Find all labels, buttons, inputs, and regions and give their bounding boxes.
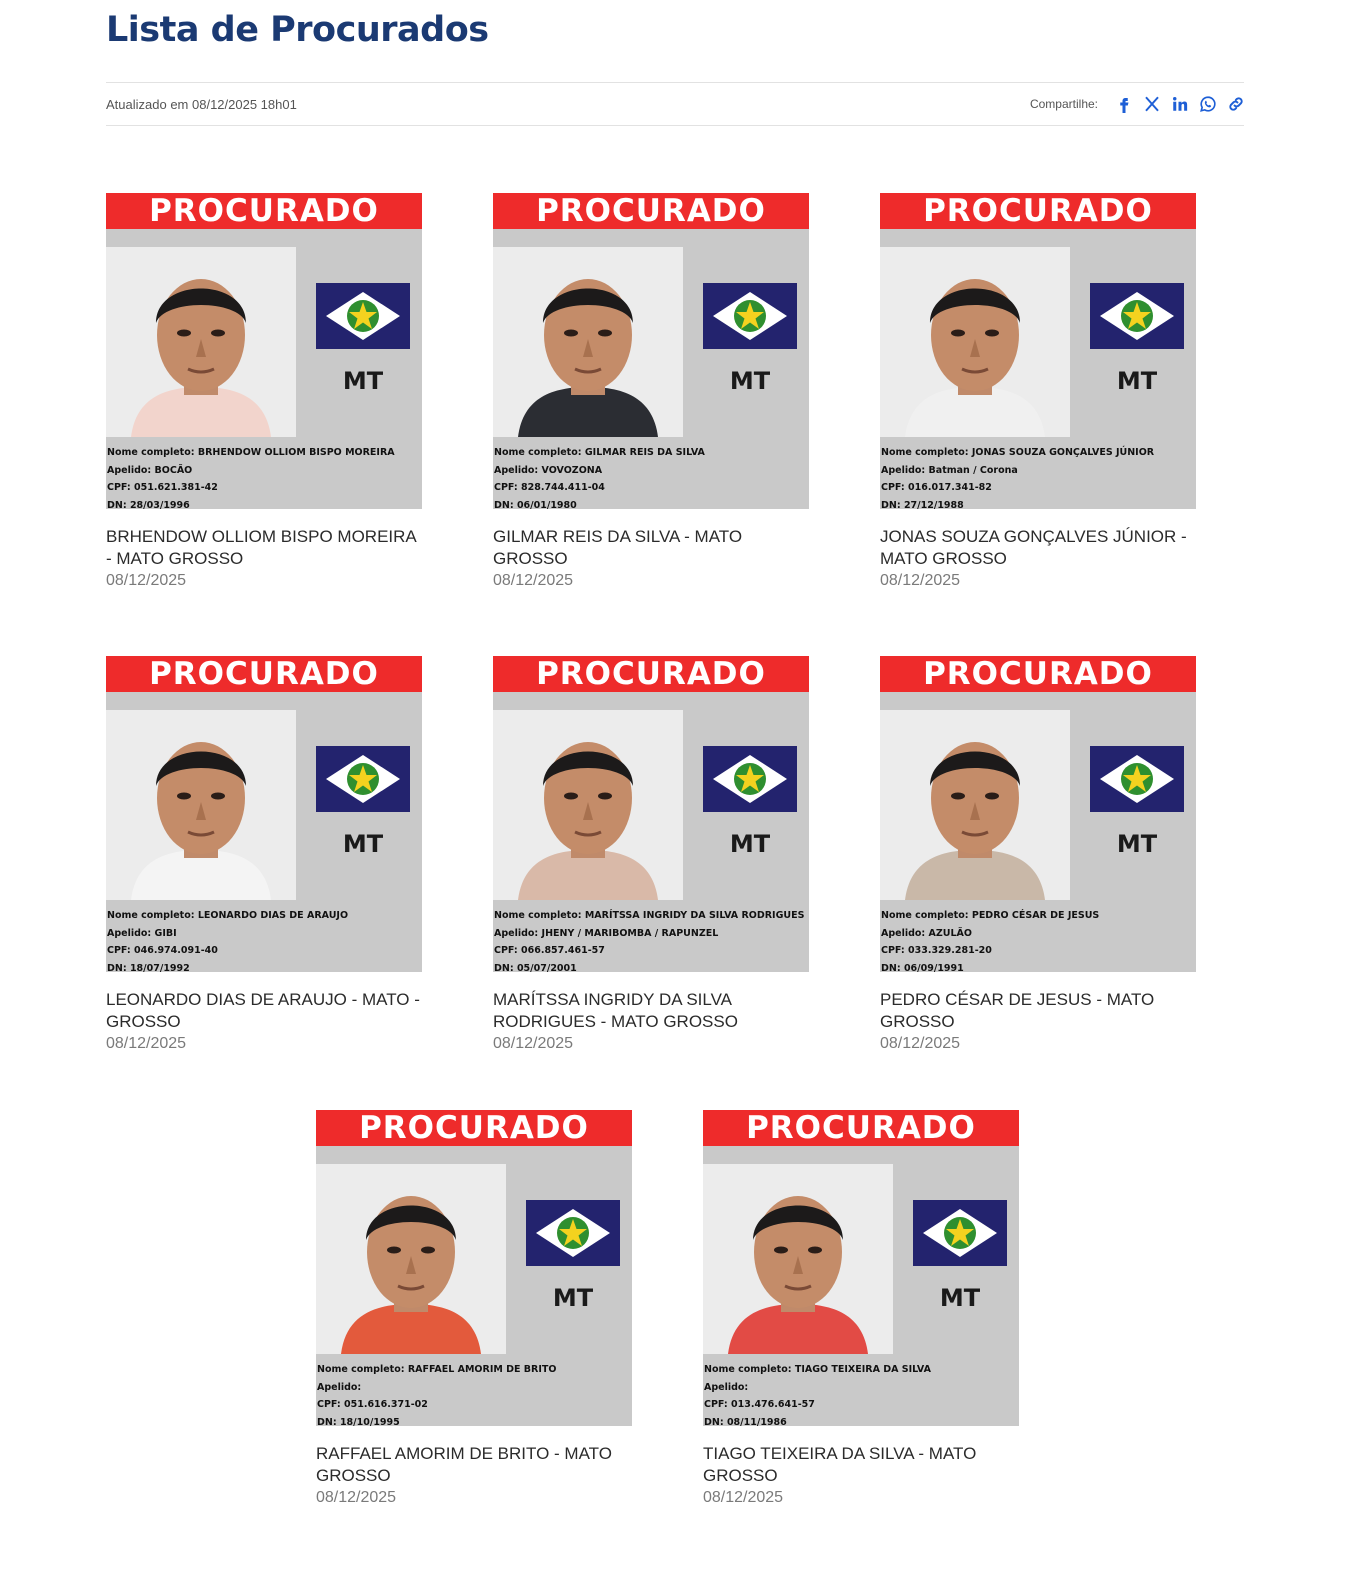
cpf-line: CPF: 051.616.371-02 <box>317 1399 428 1411</box>
wanted-card[interactable] <box>316 1110 634 1507</box>
suspect-photo <box>493 247 683 437</box>
suspect-info <box>494 444 806 514</box>
procurado-banner: PROCURADO <box>880 193 1196 229</box>
card-title-link[interactable]: BRHENDOW OLLIOM BISPO MOREIRA - MATO GROSSO <box>106 527 416 568</box>
mato-grosso-flag-icon <box>703 283 797 349</box>
cpf-line: CPF: 046.974.091-40 <box>107 945 218 957</box>
birthdate-line: DN: 18/07/1992 <box>107 962 190 974</box>
procurado-banner: PROCURADO <box>493 656 809 692</box>
card-date: 08/12/2025 <box>106 572 187 589</box>
suspect-photo <box>316 1164 506 1354</box>
card-title-link[interactable]: TIAGO TEIXEIRA DA SILVA - MATO GROSSO <box>703 1444 977 1485</box>
card-title-link[interactable]: LEONARDO DIAS DE ARAUJO - MATO - GROSSO <box>106 990 420 1031</box>
birthdate-line: DN: 06/09/1991 <box>881 962 964 974</box>
mato-grosso-flag-icon <box>526 1200 620 1266</box>
nickname-line: Apelido: JHENY / MARIBOMBA / RAPUNZEL <box>494 927 719 939</box>
wanted-poster[interactable] <box>493 656 809 972</box>
card-date: 08/12/2025 <box>316 1489 397 1506</box>
nickname-line: Apelido: BOCÃO <box>107 464 193 476</box>
nickname-line: Apelido: Batman / Corona <box>881 464 1018 476</box>
suspect-photo <box>880 710 1070 900</box>
suspect-info <box>317 1361 629 1431</box>
wanted-poster[interactable] <box>703 1110 1019 1426</box>
birthdate-line: DN: 27/12/1988 <box>881 499 964 511</box>
state-code: MT <box>342 830 384 858</box>
suspect-photo <box>703 1164 893 1354</box>
whatsapp-icon[interactable] <box>1198 94 1218 114</box>
nickname-line: Apelido: <box>317 1381 362 1393</box>
mato-grosso-flag-icon <box>703 746 797 812</box>
state-code: MT <box>552 1284 594 1312</box>
divider-top <box>106 82 1244 83</box>
suspect-info <box>107 444 419 514</box>
card-date: 08/12/2025 <box>493 572 574 589</box>
suspect-info <box>107 907 419 977</box>
birthdate-line: DN: 08/11/1986 <box>704 1416 787 1428</box>
state-code: MT <box>939 1284 981 1312</box>
cpf-line: CPF: 016.017.341-82 <box>881 482 992 494</box>
full-name-line: Nome completo: TIAGO TEIXEIRA DA SILVA <box>704 1364 931 1375</box>
full-name-line: Nome completo: PEDRO CÉSAR DE JESUS <box>881 910 1100 921</box>
wanted-card[interactable] <box>493 193 811 590</box>
wanted-card[interactable] <box>703 1110 1021 1507</box>
full-name-line: Nome completo: LEONARDO DIAS DE ARAUJO <box>107 910 349 921</box>
card-title-link[interactable]: PEDRO CÉSAR DE JESUS - MATO GROSSO <box>880 990 1155 1031</box>
card-date: 08/12/2025 <box>106 1035 187 1052</box>
birthdate-line: DN: 05/07/2001 <box>494 962 577 974</box>
wanted-card[interactable] <box>880 193 1198 590</box>
cpf-line: CPF: 828.744.411-04 <box>494 482 605 494</box>
suspect-info <box>881 444 1193 514</box>
mato-grosso-flag-icon <box>913 1200 1007 1266</box>
divider-bottom <box>106 125 1244 126</box>
linkedin-icon[interactable] <box>1170 94 1190 114</box>
full-name-line: Nome completo: GILMAR REIS DA SILVA <box>494 447 705 458</box>
full-name-line: Nome completo: RAFFAEL AMORIM DE BRITO <box>317 1364 557 1375</box>
suspect-photo <box>106 247 296 437</box>
card-date: 08/12/2025 <box>703 1489 784 1506</box>
share-bar <box>1030 94 1246 114</box>
procurado-banner: PROCURADO <box>106 193 422 229</box>
cpf-line: CPF: 033.329.281-20 <box>881 945 992 957</box>
wanted-card[interactable] <box>493 656 811 1053</box>
mato-grosso-flag-icon <box>1090 746 1184 812</box>
page-title: Lista de Procurados <box>106 10 489 50</box>
wanted-card[interactable] <box>880 656 1198 1053</box>
birthdate-line: DN: 06/01/1980 <box>494 499 577 511</box>
nickname-line: Apelido: AZULÃO <box>881 927 972 939</box>
cpf-line: CPF: 013.476.641-57 <box>704 1399 815 1411</box>
card-date: 08/12/2025 <box>493 1035 574 1052</box>
wanted-card[interactable] <box>106 193 424 590</box>
share-label: Compartilhe: <box>1029 97 1098 111</box>
card-title-link[interactable]: RAFFAEL AMORIM DE BRITO - MATO GROSSO <box>316 1444 612 1485</box>
suspect-info <box>494 907 806 977</box>
full-name-line: Nome completo: BRHENDOW OLLIOM BISPO MOREIRA <box>107 447 395 458</box>
wanted-poster[interactable] <box>880 656 1196 972</box>
birthdate-line: DN: 28/03/1996 <box>107 499 190 511</box>
card-date: 08/12/2025 <box>880 572 961 589</box>
state-code: MT <box>1116 367 1158 395</box>
wanted-poster[interactable] <box>316 1110 632 1426</box>
cpf-line: CPF: 051.621.381-42 <box>107 482 218 494</box>
state-code: MT <box>729 830 771 858</box>
card-date: 08/12/2025 <box>880 1035 961 1052</box>
cpf-line: CPF: 066.857.461-57 <box>494 945 605 957</box>
x-icon[interactable] <box>1142 94 1162 114</box>
nickname-line: Apelido: <box>704 1381 749 1393</box>
suspect-photo <box>880 247 1070 437</box>
link-icon[interactable] <box>1226 94 1246 114</box>
state-code: MT <box>1116 830 1158 858</box>
mato-grosso-flag-icon <box>316 283 410 349</box>
card-title-link[interactable]: GILMAR REIS DA SILVA - MATO GROSSO <box>493 527 743 568</box>
card-title-link[interactable]: JONAS SOUZA GONÇALVES JÚNIOR - MATO GROSSO <box>880 527 1187 568</box>
state-code: MT <box>729 367 771 395</box>
wanted-poster[interactable] <box>106 193 422 509</box>
state-code: MT <box>342 367 384 395</box>
updated-timestamp: Atualizado em 08/12/2025 18h01 <box>106 97 297 112</box>
wanted-poster[interactable] <box>880 193 1196 509</box>
mato-grosso-flag-icon <box>1090 283 1184 349</box>
nickname-line: Apelido: VOVOZONA <box>494 464 603 476</box>
procurado-banner: PROCURADO <box>316 1110 632 1146</box>
birthdate-line: DN: 18/10/1995 <box>317 1416 400 1428</box>
mato-grosso-flag-icon <box>316 746 410 812</box>
procurado-banner: PROCURADO <box>493 193 809 229</box>
facebook-icon[interactable] <box>1114 94 1134 114</box>
card-title-link[interactable]: MARÍTSSA INGRIDY DA SILVA RODRIGUES - MATO GROSSO <box>493 990 738 1031</box>
procurado-banner: PROCURADO <box>880 656 1196 692</box>
full-name-line: Nome completo: JONAS SOUZA GONÇALVES JÚNIOR <box>881 447 1155 458</box>
full-name-line: Nome completo: MARÍTSSA INGRIDY DA SILVA RODRIGUES <box>494 910 805 921</box>
wanted-poster[interactable] <box>106 656 422 972</box>
suspect-photo <box>106 710 296 900</box>
wanted-poster[interactable] <box>493 193 809 509</box>
suspect-info <box>704 1361 1016 1431</box>
wanted-card[interactable] <box>106 656 424 1053</box>
procurado-banner: PROCURADO <box>106 656 422 692</box>
suspect-info <box>881 907 1193 977</box>
nickname-line: Apelido: GIBI <box>107 927 177 939</box>
procurado-banner: PROCURADO <box>703 1110 1019 1146</box>
suspect-photo <box>493 710 683 900</box>
